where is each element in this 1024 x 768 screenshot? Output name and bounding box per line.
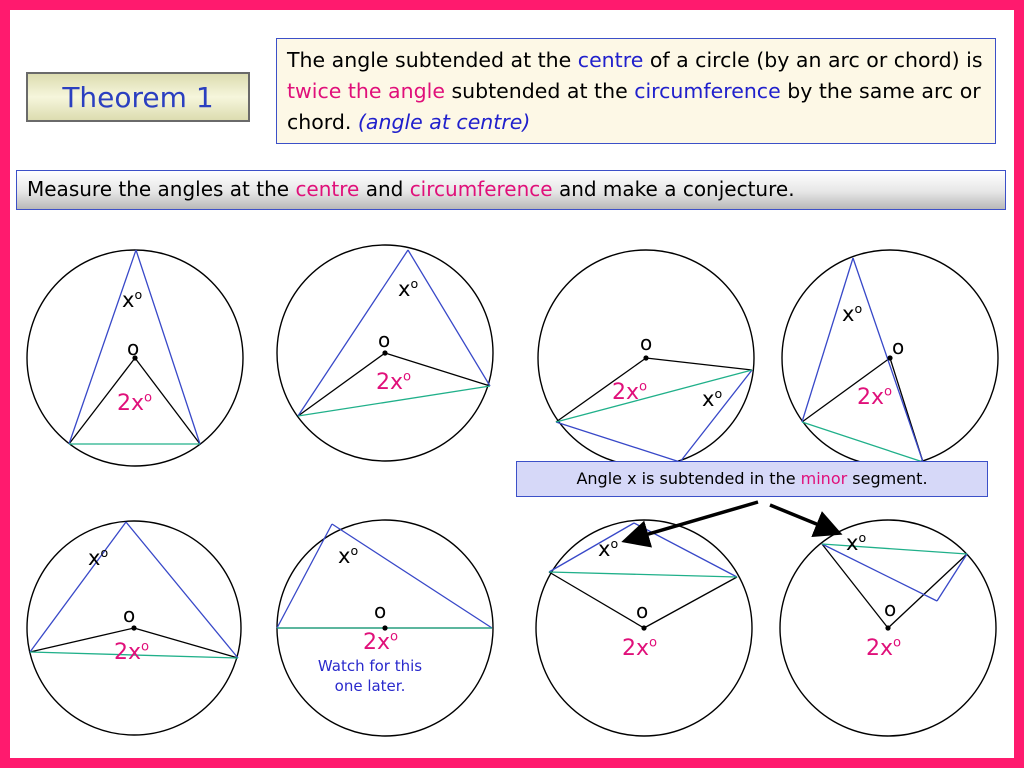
statement-text-1: The angle subtended at the [287, 48, 578, 72]
minor-note-minor: minor [800, 469, 848, 488]
chord-ab-8 [822, 544, 967, 554]
x-angle-label-1: $x^o$ [122, 287, 143, 312]
statement-circumference: circumference [634, 79, 781, 103]
centre-label-2: o [378, 328, 391, 352]
chord-ap-7 [549, 523, 634, 572]
statement-centre: centre [577, 48, 644, 72]
statement-text-3: subtended at the [444, 79, 635, 103]
x-angle-label-7: $x^o$ [598, 536, 619, 561]
centre-label-7: o [636, 599, 649, 623]
two-x-angle-label-2: $2x^o$ [376, 369, 412, 395]
chord-ap-8 [822, 544, 937, 601]
centre-label-1: o [127, 336, 140, 360]
chord-ap-3 [556, 422, 680, 462]
radius-b-8 [888, 554, 967, 628]
instruction-circumference: circumference [409, 177, 553, 201]
chord-ab-4 [802, 422, 923, 462]
centre-dot-8 [885, 625, 890, 630]
chord-pb-1 [136, 250, 200, 444]
theorem-title: Theorem 1 [62, 80, 214, 114]
chord-ap-5 [30, 522, 126, 652]
watch-note-line2: one later. [334, 677, 406, 695]
statement-text-4: by the same arc or chord. [287, 79, 981, 134]
centre-label-6: o [374, 599, 387, 623]
two-x-angle-label-6: $2x^o$ [363, 629, 399, 655]
two-x-angle-label-7: $2x^o$ [622, 635, 658, 661]
chord-pb-6 [332, 524, 492, 628]
two-x-angle-label-1: $2x^o$ [117, 390, 153, 416]
instruction-text-1: Measure the angles at the [27, 177, 296, 201]
chord-ap-4 [802, 258, 853, 422]
watch-note-line1: Watch for this [317, 657, 423, 675]
minor-note-text-1: Angle x is subtended in the [576, 469, 801, 488]
centre-label-4: o [892, 335, 905, 359]
radius-a-2 [298, 353, 385, 416]
instruction-text-3: and make a conjecture. [552, 177, 795, 201]
centre-label-5: o [123, 603, 136, 627]
arrow-right [770, 505, 836, 532]
statement-text-2: of a circle (by an arc or chord) is [643, 48, 983, 72]
arrow-left [628, 502, 758, 540]
radius-b-5 [134, 628, 238, 658]
x-angle-label-2: $x^o$ [398, 276, 419, 301]
x-angle-label-4: $x^o$ [842, 301, 863, 326]
two-x-angle-label-4: $2x^o$ [857, 384, 893, 410]
x-angle-label-6: $x^o$ [338, 543, 359, 568]
centre-dot-3 [643, 355, 648, 360]
minor-note-text-2: segment. [847, 469, 928, 488]
instruction-text-2: and [359, 177, 410, 201]
chord-ab-3 [556, 370, 752, 422]
x-angle-label-3: $x^o$ [702, 386, 723, 411]
watch-note [300, 656, 440, 696]
chord-pb-3 [680, 370, 752, 462]
two-x-angle-label-3: $2x^o$ [612, 379, 648, 405]
centre-dot-7 [641, 625, 646, 630]
minor-segment-note [516, 461, 988, 497]
chord-pb-7 [634, 523, 737, 577]
centre-label-3: o [640, 331, 653, 355]
x-angle-label-5: $x^o$ [88, 545, 109, 570]
radius-b-7 [644, 577, 737, 628]
x-angle-label-8: $x^o$ [846, 530, 867, 555]
statement-tag: (angle at centre) [357, 110, 531, 134]
instruction-centre: centre [295, 177, 360, 201]
chord-pb-4 [853, 258, 923, 462]
centre-label-8: o [884, 597, 897, 621]
two-x-angle-label-5: $2x^o$ [114, 639, 150, 665]
chord-ab-7 [549, 572, 737, 577]
statement-twice: twice the angle [287, 79, 445, 103]
radius-b-3 [646, 358, 752, 370]
chord-pb-5 [126, 522, 238, 658]
two-x-angle-label-8: $2x^o$ [866, 635, 902, 661]
chord-pb-2 [408, 250, 490, 386]
radius-a-8 [822, 544, 888, 628]
chord-ap-6 [277, 524, 332, 628]
radius-a-7 [549, 572, 644, 628]
